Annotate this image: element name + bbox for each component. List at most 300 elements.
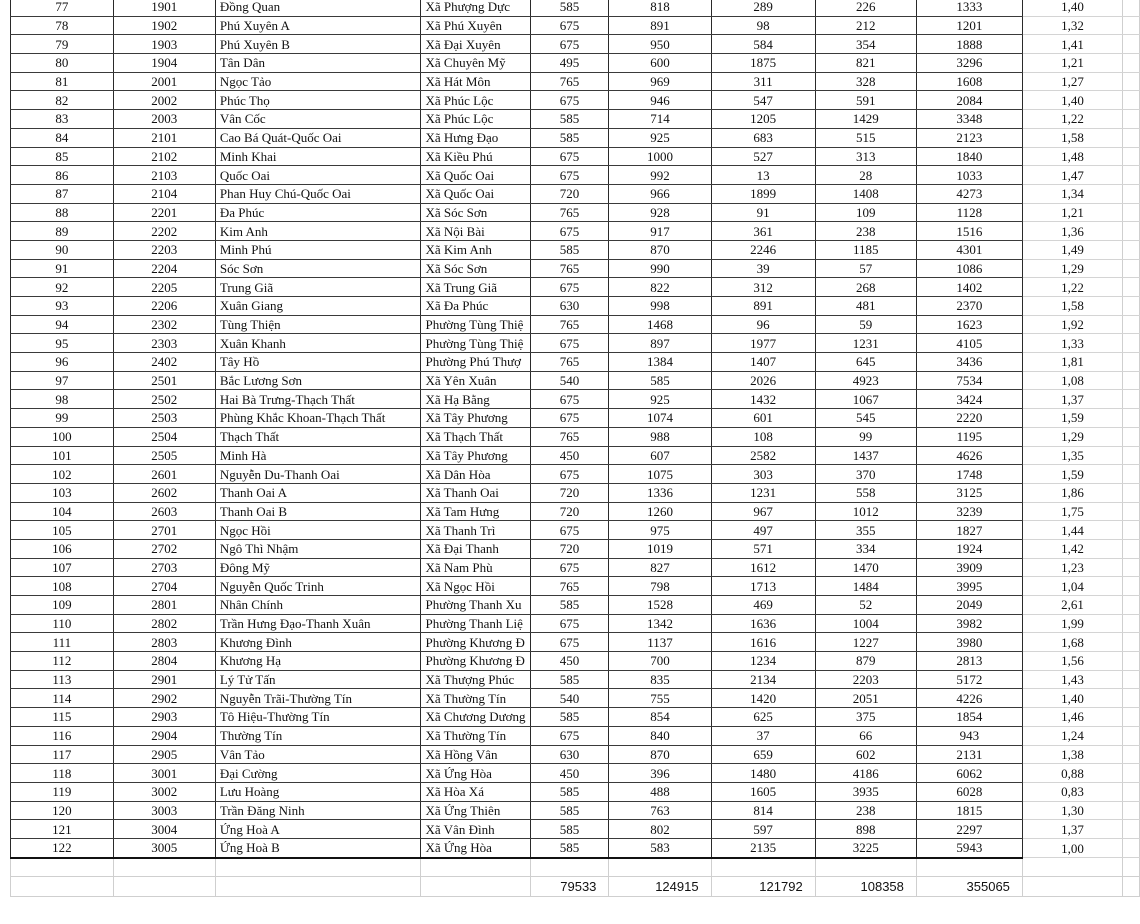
table-cell[interactable]: 720 — [530, 184, 609, 203]
empty-cell[interactable] — [1122, 203, 1139, 222]
table-cell[interactable]: 3980 — [916, 633, 1022, 652]
table-cell[interactable]: 1,75 — [1022, 502, 1122, 521]
table-cell[interactable]: Nguyễn Trãi-Thường Tín — [215, 689, 421, 708]
table-cell[interactable]: Xã Hát Môn — [421, 72, 530, 91]
table-cell[interactable]: 675 — [530, 278, 609, 297]
table-cell[interactable]: 2134 — [711, 670, 815, 689]
table-cell[interactable]: 1231 — [815, 334, 916, 353]
table-cell[interactable]: 585 — [530, 820, 609, 839]
table-cell[interactable]: 1,58 — [1022, 128, 1122, 147]
table-cell[interactable]: 118 — [11, 764, 114, 783]
table-cell[interactable]: 798 — [609, 577, 711, 596]
table-cell[interactable]: 1605 — [711, 782, 815, 801]
table-cell[interactable]: 1,29 — [1022, 259, 1122, 278]
table-cell[interactable]: Bắc Lương Sơn — [215, 371, 421, 390]
table-cell[interactable]: 720 — [530, 539, 609, 558]
table-cell[interactable]: 1,59 — [1022, 465, 1122, 484]
table-cell[interactable]: 59 — [815, 315, 916, 334]
empty-cell[interactable] — [421, 876, 530, 896]
table-cell[interactable]: 91 — [711, 203, 815, 222]
table-cell[interactable]: 83 — [11, 110, 114, 129]
table-cell[interactable]: 28 — [815, 166, 916, 185]
table-cell[interactable]: 1516 — [916, 222, 1022, 241]
table-cell[interactable]: 101 — [11, 446, 114, 465]
table-cell[interactable]: 52 — [815, 596, 916, 615]
table-cell[interactable]: 601 — [711, 409, 815, 428]
table-cell[interactable]: Xã Thanh Trì — [421, 521, 530, 540]
table-cell[interactable]: 4105 — [916, 334, 1022, 353]
table-cell[interactable]: 966 — [609, 184, 711, 203]
table-cell[interactable]: 4186 — [815, 764, 916, 783]
table-cell[interactable]: 585 — [530, 0, 609, 16]
table-cell[interactable]: 5172 — [916, 670, 1022, 689]
table-cell[interactable]: Thường Tín — [215, 726, 421, 745]
table-cell[interactable]: 891 — [711, 297, 815, 316]
table-cell[interactable]: Nguyễn Quốc Trinh — [215, 577, 421, 596]
table-cell[interactable]: 992 — [609, 166, 711, 185]
table-cell[interactable]: Hai Bà Trưng-Thạch Thất — [215, 390, 421, 409]
table-cell[interactable]: 585 — [530, 110, 609, 129]
table-cell[interactable]: 97 — [11, 371, 114, 390]
table-cell[interactable]: 765 — [530, 203, 609, 222]
table-cell[interactable]: Phường Tùng Thiệ — [421, 315, 530, 334]
table-cell[interactable]: 1,32 — [1022, 16, 1122, 35]
table-cell[interactable]: 585 — [530, 708, 609, 727]
table-cell[interactable]: Tùng Thiện — [215, 315, 421, 334]
table-cell[interactable]: 3125 — [916, 483, 1022, 502]
table-cell[interactable]: Xã Ứng Hòa — [421, 764, 530, 783]
table-cell[interactable]: 5943 — [916, 838, 1022, 857]
table-cell[interactable]: 98 — [711, 16, 815, 35]
table-cell[interactable]: 3424 — [916, 390, 1022, 409]
table-cell[interactable]: 1,47 — [1022, 166, 1122, 185]
table-cell[interactable]: 765 — [530, 259, 609, 278]
table-cell[interactable]: 3001 — [113, 764, 215, 783]
table-cell[interactable]: 2505 — [113, 446, 215, 465]
table-cell[interactable]: 84 — [11, 128, 114, 147]
table-cell[interactable]: Xã Sóc Sơn — [421, 203, 530, 222]
table-cell[interactable]: 95 — [11, 334, 114, 353]
empty-cell[interactable] — [215, 858, 421, 877]
table-cell[interactable]: Đại Cường — [215, 764, 421, 783]
table-cell[interactable]: 585 — [530, 128, 609, 147]
table-cell[interactable]: Xã Phú Xuyên — [421, 16, 530, 35]
table-cell[interactable]: 540 — [530, 689, 609, 708]
table-cell[interactable]: 1713 — [711, 577, 815, 596]
table-cell[interactable]: 1827 — [916, 521, 1022, 540]
table-cell[interactable]: Phường Thanh Xu — [421, 596, 530, 615]
table-cell[interactable]: 2603 — [113, 502, 215, 521]
table-cell[interactable]: 597 — [711, 820, 815, 839]
table-cell[interactable]: Xã Đa Phúc — [421, 297, 530, 316]
table-cell[interactable]: 86 — [11, 166, 114, 185]
table-cell[interactable]: Xuân Giang — [215, 297, 421, 316]
table-cell[interactable]: 2904 — [113, 726, 215, 745]
table-cell[interactable]: 675 — [530, 91, 609, 110]
table-cell[interactable]: 1468 — [609, 315, 711, 334]
table-cell[interactable]: 91 — [11, 259, 114, 278]
table-cell[interactable]: 2602 — [113, 483, 215, 502]
table-cell[interactable]: 540 — [530, 371, 609, 390]
empty-cell[interactable] — [1122, 166, 1139, 185]
empty-cell[interactable] — [1122, 670, 1139, 689]
table-cell[interactable]: 1902 — [113, 16, 215, 35]
table-cell[interactable]: 311 — [711, 72, 815, 91]
empty-cell[interactable] — [1122, 838, 1139, 857]
table-cell[interactable]: 659 — [711, 745, 815, 764]
table-cell[interactable]: 1407 — [711, 353, 815, 372]
table-cell[interactable]: Khương Đình — [215, 633, 421, 652]
table-cell[interactable]: 1903 — [113, 35, 215, 54]
table-cell[interactable]: 3239 — [916, 502, 1022, 521]
table-cell[interactable]: Xã Phúc Lộc — [421, 110, 530, 129]
empty-cell[interactable] — [1122, 16, 1139, 35]
table-cell[interactable]: 943 — [916, 726, 1022, 745]
empty-cell[interactable] — [711, 858, 815, 877]
table-cell[interactable]: 585 — [530, 801, 609, 820]
empty-cell[interactable] — [1122, 465, 1139, 484]
table-cell[interactable]: 370 — [815, 465, 916, 484]
table-cell[interactable]: 675 — [530, 334, 609, 353]
table-cell[interactable]: 117 — [11, 745, 114, 764]
table-cell[interactable]: 585 — [530, 670, 609, 689]
table-cell[interactable]: 103 — [11, 483, 114, 502]
table-cell[interactable]: 2131 — [916, 745, 1022, 764]
table-cell[interactable]: 763 — [609, 801, 711, 820]
table-cell[interactable]: 2203 — [815, 670, 916, 689]
table-cell[interactable]: 683 — [711, 128, 815, 147]
table-cell[interactable]: 2003 — [113, 110, 215, 129]
table-cell[interactable]: 82 — [11, 91, 114, 110]
table-cell[interactable]: 1,36 — [1022, 222, 1122, 241]
table-cell[interactable]: 1067 — [815, 390, 916, 409]
table-cell[interactable]: 714 — [609, 110, 711, 129]
table-cell[interactable]: Tân Dân — [215, 54, 421, 73]
empty-cell[interactable] — [1122, 147, 1139, 166]
table-cell[interactable]: 312 — [711, 278, 815, 297]
table-cell[interactable]: Sóc Sơn — [215, 259, 421, 278]
table-cell[interactable]: 334 — [815, 539, 916, 558]
table-cell[interactable]: Phúc Thọ — [215, 91, 421, 110]
table-cell[interactable]: 99 — [11, 409, 114, 428]
table-cell[interactable]: Minh Hà — [215, 446, 421, 465]
table-cell[interactable]: 85 — [11, 147, 114, 166]
table-cell[interactable]: 2370 — [916, 297, 1022, 316]
table-cell[interactable]: 1623 — [916, 315, 1022, 334]
table-cell[interactable]: 827 — [609, 558, 711, 577]
table-cell[interactable]: 1033 — [916, 166, 1022, 185]
table-cell[interactable]: 585 — [530, 838, 609, 857]
table-cell[interactable]: 2204 — [113, 259, 215, 278]
table-cell[interactable]: 950 — [609, 35, 711, 54]
table-cell[interactable]: Xã Đại Xuyên — [421, 35, 530, 54]
empty-cell[interactable] — [1122, 596, 1139, 615]
table-cell[interactable]: 975 — [609, 521, 711, 540]
table-cell[interactable]: Xã Phúc Lộc — [421, 91, 530, 110]
empty-cell[interactable] — [421, 858, 530, 877]
table-cell[interactable]: 527 — [711, 147, 815, 166]
table-cell[interactable]: 3909 — [916, 558, 1022, 577]
table-cell[interactable]: 3995 — [916, 577, 1022, 596]
table-cell[interactable]: 1,37 — [1022, 820, 1122, 839]
table-cell[interactable]: 119 — [11, 782, 114, 801]
empty-cell[interactable] — [1122, 801, 1139, 820]
table-cell[interactable]: 2801 — [113, 596, 215, 615]
table-cell[interactable]: 2205 — [113, 278, 215, 297]
table-cell[interactable]: Xã Quốc Oai — [421, 166, 530, 185]
table-cell[interactable]: 114 — [11, 689, 114, 708]
table-cell[interactable]: 1333 — [916, 0, 1022, 16]
table-cell[interactable]: 675 — [530, 614, 609, 633]
empty-cell[interactable] — [1022, 858, 1122, 877]
table-cell[interactable]: 116 — [11, 726, 114, 745]
table-cell[interactable]: 7534 — [916, 371, 1022, 390]
table-cell[interactable]: Phường Khương Đ — [421, 633, 530, 652]
table-cell[interactable]: 765 — [530, 427, 609, 446]
table-cell[interactable]: 515 — [815, 128, 916, 147]
table-cell[interactable]: 1004 — [815, 614, 916, 633]
table-cell[interactable]: 571 — [711, 539, 815, 558]
table-cell[interactable]: 2102 — [113, 147, 215, 166]
empty-cell[interactable] — [1122, 633, 1139, 652]
table-cell[interactable]: 1000 — [609, 147, 711, 166]
table-cell[interactable]: 90 — [11, 240, 114, 259]
table-cell[interactable]: Xã Kiều Phú — [421, 147, 530, 166]
table-cell[interactable]: 1,38 — [1022, 745, 1122, 764]
table-cell[interactable]: 818 — [609, 0, 711, 16]
table-cell[interactable]: 96 — [711, 315, 815, 334]
table-cell[interactable]: 4301 — [916, 240, 1022, 259]
table-cell[interactable]: 497 — [711, 521, 815, 540]
table-cell[interactable]: 925 — [609, 128, 711, 147]
table-cell[interactable]: 108 — [711, 427, 815, 446]
table-cell[interactable]: 77 — [11, 0, 114, 16]
table-cell[interactable]: Phan Huy Chú-Quốc Oai — [215, 184, 421, 203]
table-cell[interactable]: 39 — [711, 259, 815, 278]
table-cell[interactable]: 2803 — [113, 633, 215, 652]
table-cell[interactable]: 106 — [11, 539, 114, 558]
table-cell[interactable]: 765 — [530, 72, 609, 91]
total-cell[interactable]: 108358 — [815, 876, 916, 896]
empty-cell[interactable] — [1122, 353, 1139, 372]
table-cell[interactable]: 1,23 — [1022, 558, 1122, 577]
table-cell[interactable]: 1408 — [815, 184, 916, 203]
table-cell[interactable]: 2,61 — [1022, 596, 1122, 615]
table-cell[interactable]: 0,83 — [1022, 782, 1122, 801]
table-cell[interactable]: 675 — [530, 35, 609, 54]
table-cell[interactable]: 600 — [609, 54, 711, 73]
table-cell[interactable]: Xã Vân Đình — [421, 820, 530, 839]
table-cell[interactable]: 2504 — [113, 427, 215, 446]
table-cell[interactable]: 1,34 — [1022, 184, 1122, 203]
table-cell[interactable]: 2103 — [113, 166, 215, 185]
table-cell[interactable]: 6062 — [916, 764, 1022, 783]
table-cell[interactable]: 4626 — [916, 446, 1022, 465]
table-cell[interactable]: 1185 — [815, 240, 916, 259]
table-cell[interactable]: 115 — [11, 708, 114, 727]
table-cell[interactable]: 94 — [11, 315, 114, 334]
table-cell[interactable]: Phường Tùng Thiệ — [421, 334, 530, 353]
table-cell[interactable]: 870 — [609, 240, 711, 259]
table-cell[interactable]: Xã Thạch Thất — [421, 427, 530, 446]
table-cell[interactable]: 80 — [11, 54, 114, 73]
table-cell[interactable]: 558 — [815, 483, 916, 502]
table-cell[interactable]: 3002 — [113, 782, 215, 801]
empty-cell[interactable] — [1122, 483, 1139, 502]
table-cell[interactable]: 879 — [815, 652, 916, 671]
table-cell[interactable]: 2001 — [113, 72, 215, 91]
table-cell[interactable]: 765 — [530, 577, 609, 596]
empty-cell[interactable] — [113, 876, 215, 896]
table-cell[interactable]: 1234 — [711, 652, 815, 671]
table-cell[interactable]: 2802 — [113, 614, 215, 633]
table-cell[interactable]: Phú Xuyên A — [215, 16, 421, 35]
table-cell[interactable]: 355 — [815, 521, 916, 540]
table-cell[interactable]: 720 — [530, 483, 609, 502]
table-cell[interactable]: 814 — [711, 801, 815, 820]
empty-cell[interactable] — [1122, 0, 1139, 16]
empty-cell[interactable] — [1122, 689, 1139, 708]
table-cell[interactable]: 1,40 — [1022, 91, 1122, 110]
table-cell[interactable]: 822 — [609, 278, 711, 297]
table-cell[interactable]: 1384 — [609, 353, 711, 372]
table-cell[interactable]: 897 — [609, 334, 711, 353]
table-cell[interactable]: 122 — [11, 838, 114, 857]
table-cell[interactable]: Trần Đăng Ninh — [215, 801, 421, 820]
table-cell[interactable]: 998 — [609, 297, 711, 316]
empty-cell[interactable] — [1122, 390, 1139, 409]
table-cell[interactable]: 79 — [11, 35, 114, 54]
table-cell[interactable]: Xã Yên Xuân — [421, 371, 530, 390]
table-cell[interactable]: 303 — [711, 465, 815, 484]
empty-cell[interactable] — [11, 858, 114, 877]
table-cell[interactable]: Ngô Thì Nhậm — [215, 539, 421, 558]
table-cell[interactable]: Phú Xuyên B — [215, 35, 421, 54]
table-cell[interactable]: Phường Khương Đ — [421, 652, 530, 671]
table-cell[interactable]: 898 — [815, 820, 916, 839]
table-cell[interactable]: 1402 — [916, 278, 1022, 297]
empty-cell[interactable] — [1122, 371, 1139, 390]
table-cell[interactable]: 700 — [609, 652, 711, 671]
empty-cell[interactable] — [1122, 745, 1139, 764]
table-cell[interactable]: 313 — [815, 147, 916, 166]
table-cell[interactable]: 1,44 — [1022, 521, 1122, 540]
table-cell[interactable]: 57 — [815, 259, 916, 278]
table-cell[interactable]: 1,58 — [1022, 297, 1122, 316]
table-cell[interactable]: Vân Cốc — [215, 110, 421, 129]
empty-cell[interactable] — [530, 858, 609, 877]
table-cell[interactable]: 928 — [609, 203, 711, 222]
table-cell[interactable]: 1,27 — [1022, 72, 1122, 91]
table-cell[interactable]: 1,46 — [1022, 708, 1122, 727]
table-cell[interactable]: Nguyễn Du-Thanh Oai — [215, 465, 421, 484]
empty-cell[interactable] — [1122, 128, 1139, 147]
empty-cell[interactable] — [1122, 222, 1139, 241]
table-cell[interactable]: Lý Tử Tấn — [215, 670, 421, 689]
table-cell[interactable]: 755 — [609, 689, 711, 708]
table-cell[interactable]: 675 — [530, 16, 609, 35]
table-cell[interactable]: 113 — [11, 670, 114, 689]
table-cell[interactable]: 3296 — [916, 54, 1022, 73]
table-cell[interactable]: 1,92 — [1022, 315, 1122, 334]
table-cell[interactable]: 226 — [815, 0, 916, 16]
table-cell[interactable]: 238 — [815, 801, 916, 820]
table-cell[interactable]: 112 — [11, 652, 114, 671]
table-cell[interactable]: 105 — [11, 521, 114, 540]
table-cell[interactable]: 89 — [11, 222, 114, 241]
empty-cell[interactable] — [1122, 278, 1139, 297]
table-cell[interactable]: Xã Nội Bài — [421, 222, 530, 241]
table-cell[interactable]: Xã Nam Phù — [421, 558, 530, 577]
table-cell[interactable]: 1,99 — [1022, 614, 1122, 633]
empty-cell[interactable] — [1122, 110, 1139, 129]
table-cell[interactable]: 675 — [530, 147, 609, 166]
empty-cell[interactable] — [1122, 184, 1139, 203]
table-cell[interactable]: Xã Hạ Bằng — [421, 390, 530, 409]
table-cell[interactable]: 2703 — [113, 558, 215, 577]
table-cell[interactable]: 545 — [815, 409, 916, 428]
empty-cell[interactable] — [609, 858, 711, 877]
table-cell[interactable]: 1888 — [916, 35, 1022, 54]
table-cell[interactable]: 2206 — [113, 297, 215, 316]
table-cell[interactable]: 1612 — [711, 558, 815, 577]
table-cell[interactable]: 1,37 — [1022, 390, 1122, 409]
table-cell[interactable]: Xã Đại Thanh — [421, 539, 530, 558]
table-cell[interactable]: 2502 — [113, 390, 215, 409]
table-cell[interactable]: 81 — [11, 72, 114, 91]
table-cell[interactable]: Đồng Quan — [215, 0, 421, 16]
table-cell[interactable]: 481 — [815, 297, 916, 316]
table-cell[interactable]: 4923 — [815, 371, 916, 390]
table-cell[interactable]: 765 — [530, 315, 609, 334]
table-cell[interactable]: 1636 — [711, 614, 815, 633]
table-cell[interactable]: Xã Quốc Oai — [421, 184, 530, 203]
table-cell[interactable]: 2503 — [113, 409, 215, 428]
table-cell[interactable]: Xã Phượng Dực — [421, 0, 530, 16]
table-cell[interactable]: 2051 — [815, 689, 916, 708]
table-cell[interactable]: 3005 — [113, 838, 215, 857]
table-cell[interactable]: Tô Hiệu-Thường Tín — [215, 708, 421, 727]
table-cell[interactable]: Xã Hồng Vân — [421, 745, 530, 764]
table-cell[interactable]: 1,33 — [1022, 334, 1122, 353]
table-cell[interactable]: 2104 — [113, 184, 215, 203]
table-cell[interactable]: 4273 — [916, 184, 1022, 203]
table-cell[interactable]: 108 — [11, 577, 114, 596]
table-cell[interactable]: 87 — [11, 184, 114, 203]
table-cell[interactable]: 111 — [11, 633, 114, 652]
table-cell[interactable]: 625 — [711, 708, 815, 727]
table-cell[interactable]: 1,04 — [1022, 577, 1122, 596]
table-cell[interactable]: Xã Thượng Phúc — [421, 670, 530, 689]
table-cell[interactable]: Xã Dân Hòa — [421, 465, 530, 484]
table-cell[interactable]: 2402 — [113, 353, 215, 372]
table-cell[interactable]: 1,42 — [1022, 539, 1122, 558]
table-cell[interactable]: 2701 — [113, 521, 215, 540]
table-cell[interactable]: 917 — [609, 222, 711, 241]
table-cell[interactable]: Xã Thường Tín — [421, 726, 530, 745]
empty-cell[interactable] — [1122, 35, 1139, 54]
table-cell[interactable]: 2202 — [113, 222, 215, 241]
table-cell[interactable]: 1977 — [711, 334, 815, 353]
table-cell[interactable]: Xã Chương Dương — [421, 708, 530, 727]
table-cell[interactable]: 450 — [530, 652, 609, 671]
empty-cell[interactable] — [113, 858, 215, 877]
table-cell[interactable]: 1748 — [916, 465, 1022, 484]
table-cell[interactable]: 109 — [815, 203, 916, 222]
table-cell[interactable]: 675 — [530, 465, 609, 484]
table-cell[interactable]: 1,59 — [1022, 409, 1122, 428]
empty-cell[interactable] — [1122, 315, 1139, 334]
